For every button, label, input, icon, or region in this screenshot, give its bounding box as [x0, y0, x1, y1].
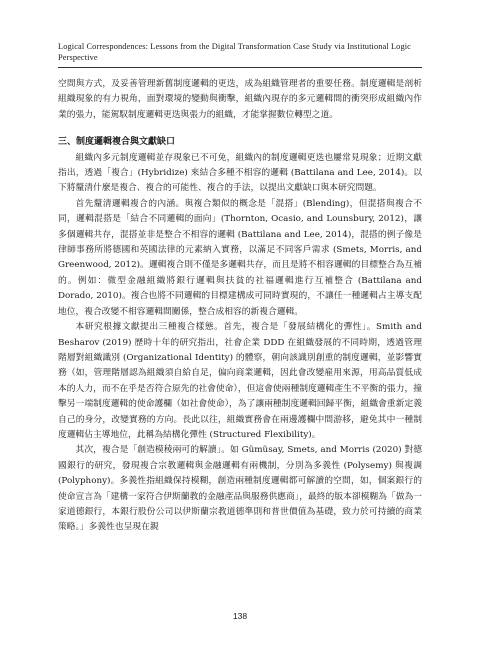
paragraph-1: 組織內多元制度邏輯並存現象已不可免，組織內的制度邏輯更迭也屢常見現象；近期文獻指出，透過「複合」(Hybridize) 來結合多種不相容的邏輯 (Battilana and Lee, 2014)。以下將釐清什麼是複合、複合的可能性、複合的手法，以提出文獻缺口與本研究問題。: [58, 152, 422, 194]
body-text: [58, 77, 422, 536]
intro-paragraph: 空間與方式，及妥善管理新舊制度邏輯的更迭，成為組織管理者的重要任務。制度邏輯是剖析組織現象的有力視角，面對環境的變動與衝擊，組織內現存的多元邏輯間的衝突形成組織內作業的張力，能駕馭制度邏輯更迭與張力的組織，才能掌握數位轉型之道。: [58, 79, 422, 120]
header-rule: [58, 67, 422, 68]
running-header: Logical Correspondences: Lessons from the Digital Transformation Case Study via Institutional Logic Perspective: [58, 42, 411, 62]
page-number: 138: [232, 611, 248, 621]
section-heading: 三、制度邏輯複合與文獻缺口: [58, 137, 176, 148]
paragraph-4: 其次，複合是「創造模稜兩可的解讀」。如 Gümüsay, Smets, and Morris (2020) 對德國銀行的研究，發現複合宗教邏輯與金融邏輯有兩機制，分別為多義性 (Polysemy) 與複調 (Polyphony)。多義性指組織保持模糊，創造兩種制度邏輯都可解讀的空間，如，個案銀行的使命宣言為「建構一家符合伊斯蘭教的金融產品與服務供應商」，最終的版本卻模糊為「做為一家道德銀行，本銀行股份公司以伊斯蘭宗教道德準則和普世價值為基礎，致力於可持續的商業策略。」多義性也呈現在親: [58, 445, 422, 533]
paragraph-2: 首先釐清邏輯複合的內涵。與複合類似的概念是「混搭」(Blending)，但混搭與複合不同，邏輯混搭是「結合不同邏輯的面向」(Thornton, Ocasio, and Lounsbury, 2012)，讓多個邏輯共存，混搭並非是整合不相容的邏輯 (Battilana and Lee, 2014)，混搭的例子像是律師事務所將德國和英國法律的元素納入實務，以滿足不同客戶需求 (Smets, Morris, and Greenwood, 2012)。邏輯複合則不僅是多邏輯共存，而且是將不相容邏輯的目標整合為互補的。例如：微型金融組織將銀行邏輯與扶貧的社福邏輯進行互補整合 (Battilana and Dorado, 2010)。複合也將不同邏輯的目標建構成可同時實現的，不讓任一種邏輯占主導支配地位，複合改變不相容邏輯間關係，整合成相容的新複合邏輯。: [58, 198, 422, 317]
paragraph-3: 本研究根據文獻提出三種複合樣態。首先，複合是「發展結構化的彈性」。Smith and Besharov (2019) 歷時十年的研究指出，社會企業 DDD 在組織發展的不同時期，透過管理階層對組織識別 (Organizational Identity) 的體察，朝向該識別創重的制度邏輯，並影響實務（如，管理階層認為組織須自給自足，偏向商業邏輯，因此會改變雇用來源，用高品質低成本的人力，而不在乎是否符合原先的社會使命），但這會使兩種制度邏輯產生不平衡的張力，撞擊另一端制度邏輯的使命護欄（如社會使命），為了讓兩種制度邏輯回歸平衡，組織會重新定義自己的身分，改變實務的方向。長此以往，組織實務會在兩邊護欄中間游移，避免其中一種制度邏輯佔主導地位，此稱為結構化彈性 (Structured Flexibility)。: [58, 322, 422, 440]
